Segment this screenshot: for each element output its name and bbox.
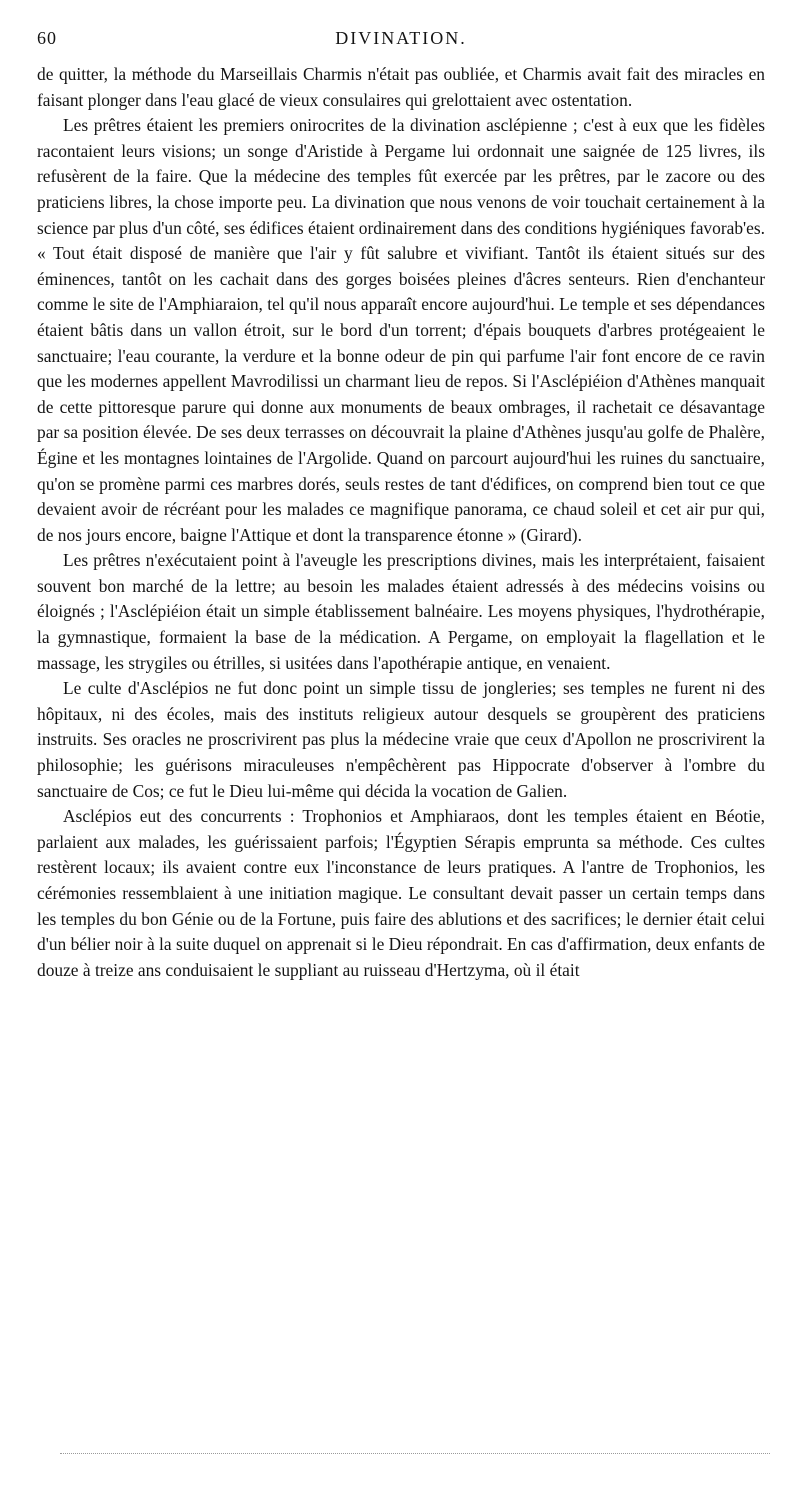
paragraph-priests-onirocrites: Les prêtres étaient les premiers onirocrites de la divination asclépienne ; c'est à eux que les fidèles racontaient leurs visions; un songe d'Aristide à Pergame lui ordonnait une saignée de 125 livres, ils refusèrent de la faire. Que la médecine des temples fût exercée par les prêtres, par le zacore ou des praticiens libres, la chose importe peu. La divination que nous venons de voir touchait certainement à la science par plus d'un côté, ses édifices étaient ordinairement dans des conditions hygiéniques favorab'es. « Tout était disposé de manière que l'air y fût salubre et vivifiant. Tantôt ils étaient situés sur des éminences, tantôt on les cachait dans des gorges boisées pleines d'âcres senteurs. Rien d'enchanteur comme le site de l'Amphiaraion, tel qu'il nous apparaît encore aujourd'hui. Le temple et ses dépendances étaient bâtis dans un vallon étroit, sur le bord d'un torrent; d'épais bouquets d'arbres protégeaient le sanctuaire; l'eau courante, la verdure et la bonne odeur de pin qui parfume l'air font encore de ce ravin que les modernes appellent Mavrodilissi un charmant lieu de repos. Si l'Asclépiéion d'Athènes manquait de cette pittoresque parure qui donne aux monuments de beaux ombrages, il rachetait ce désavantage par sa position élevée. De ses deux terrasses on découvrait la plaine d'Athènes jusqu'au golfe de Phalère, Égine et les montagnes lointaines de l'Argolide. Quand on parcourt aujourd'hui les ruines du sanctuaire, qu'on se promène parmi ces marbres dorés, seuls restes de tant d'édifices, on comprend bien tout ce que devaient avoir de récréant pour les malades ce magnifique panorama, ce chaud soleil et cet air pur qui, de nos jours encore, baigne l'Attique et dont la transparence étonne » (Girard).	[37, 115, 765, 545]
paragraph-cult-of-asclepios: Le culte d'Asclépios ne fut donc point un simple tissu de jongleries; ses temples ne furent ni des hôpitaux, ni des écoles, mais des instituts religieux autour desquels se groupèrent des praticiens instruits. Ses oracles ne proscrivirent pas plus la médecine vraie que ceux d'Apollon ne proscrivirent la philosophie; les guérisons miraculeuses n'empêchèrent pas Hippocrate d'observer à l'ombre du sanctuaire de Cos; ce fut le Dieu lui-même qui décida la vocation de Galien.	[37, 678, 765, 801]
paragraph-continuation: de quitter, la méthode du Marseillais Charmis n'était pas oubliée, et Charmis avait fait des miracles en faisant plonger dans l'eau glacé de vieux consulaires qui grelottaient avec ostentation.	[37, 64, 765, 110]
running-head	[37, 28, 765, 56]
paragraph-priests-interpretation: Les prêtres n'exécutaient point à l'aveugle les prescriptions divines, mais les interprétaient, faisaient souvent bon marché de la lettre; au besoin les malades étaient adressés à des médecins voisins ou éloignés ; l'Asclépiéion était un simple établissement balnéaire. Les moyens physiques, l'hydrothérapie, la gymnastique, formaient la base de la médication. A Pergame, on employait la flagellation et le massage, les strygiles ou étrilles, si usitées dans l'apothérapie antique, en venaient.	[37, 550, 765, 673]
page-number: 60	[37, 28, 57, 48]
book-page	[37, 28, 765, 983]
running-title: DIVINATION.	[335, 28, 467, 48]
paragraph-competitors: Asclépios eut des concurrents : Trophonios et Amphiaraos, dont les temples étaient en Béotie, parlaient aux malades, les guérissaient parfois; l'Égyptien Sérapis emprunta sa méthode. Ces cultes restèrent locaux; ils avaient contre eux l'inconstance de leurs pratiques. A l'antre de Trophonios, les cérémonies ressemblaient à une initiation magique. Le consultant devait passer un certain temps dans les temples du bon Génie ou de la Fortune, puis faire des ablutions et des sacrifices; le dernier était celui d'un bélier noir à la suite duquel on apprenait si le Dieu répondrait. En cas d'affirmation, deux enfants de douze à treize ans conduisaient le suppliant au ruisseau d'Hertzyma, où il était	[37, 806, 765, 980]
body-text	[37, 62, 765, 983]
bottom-dotted-rule	[60, 1453, 770, 1454]
